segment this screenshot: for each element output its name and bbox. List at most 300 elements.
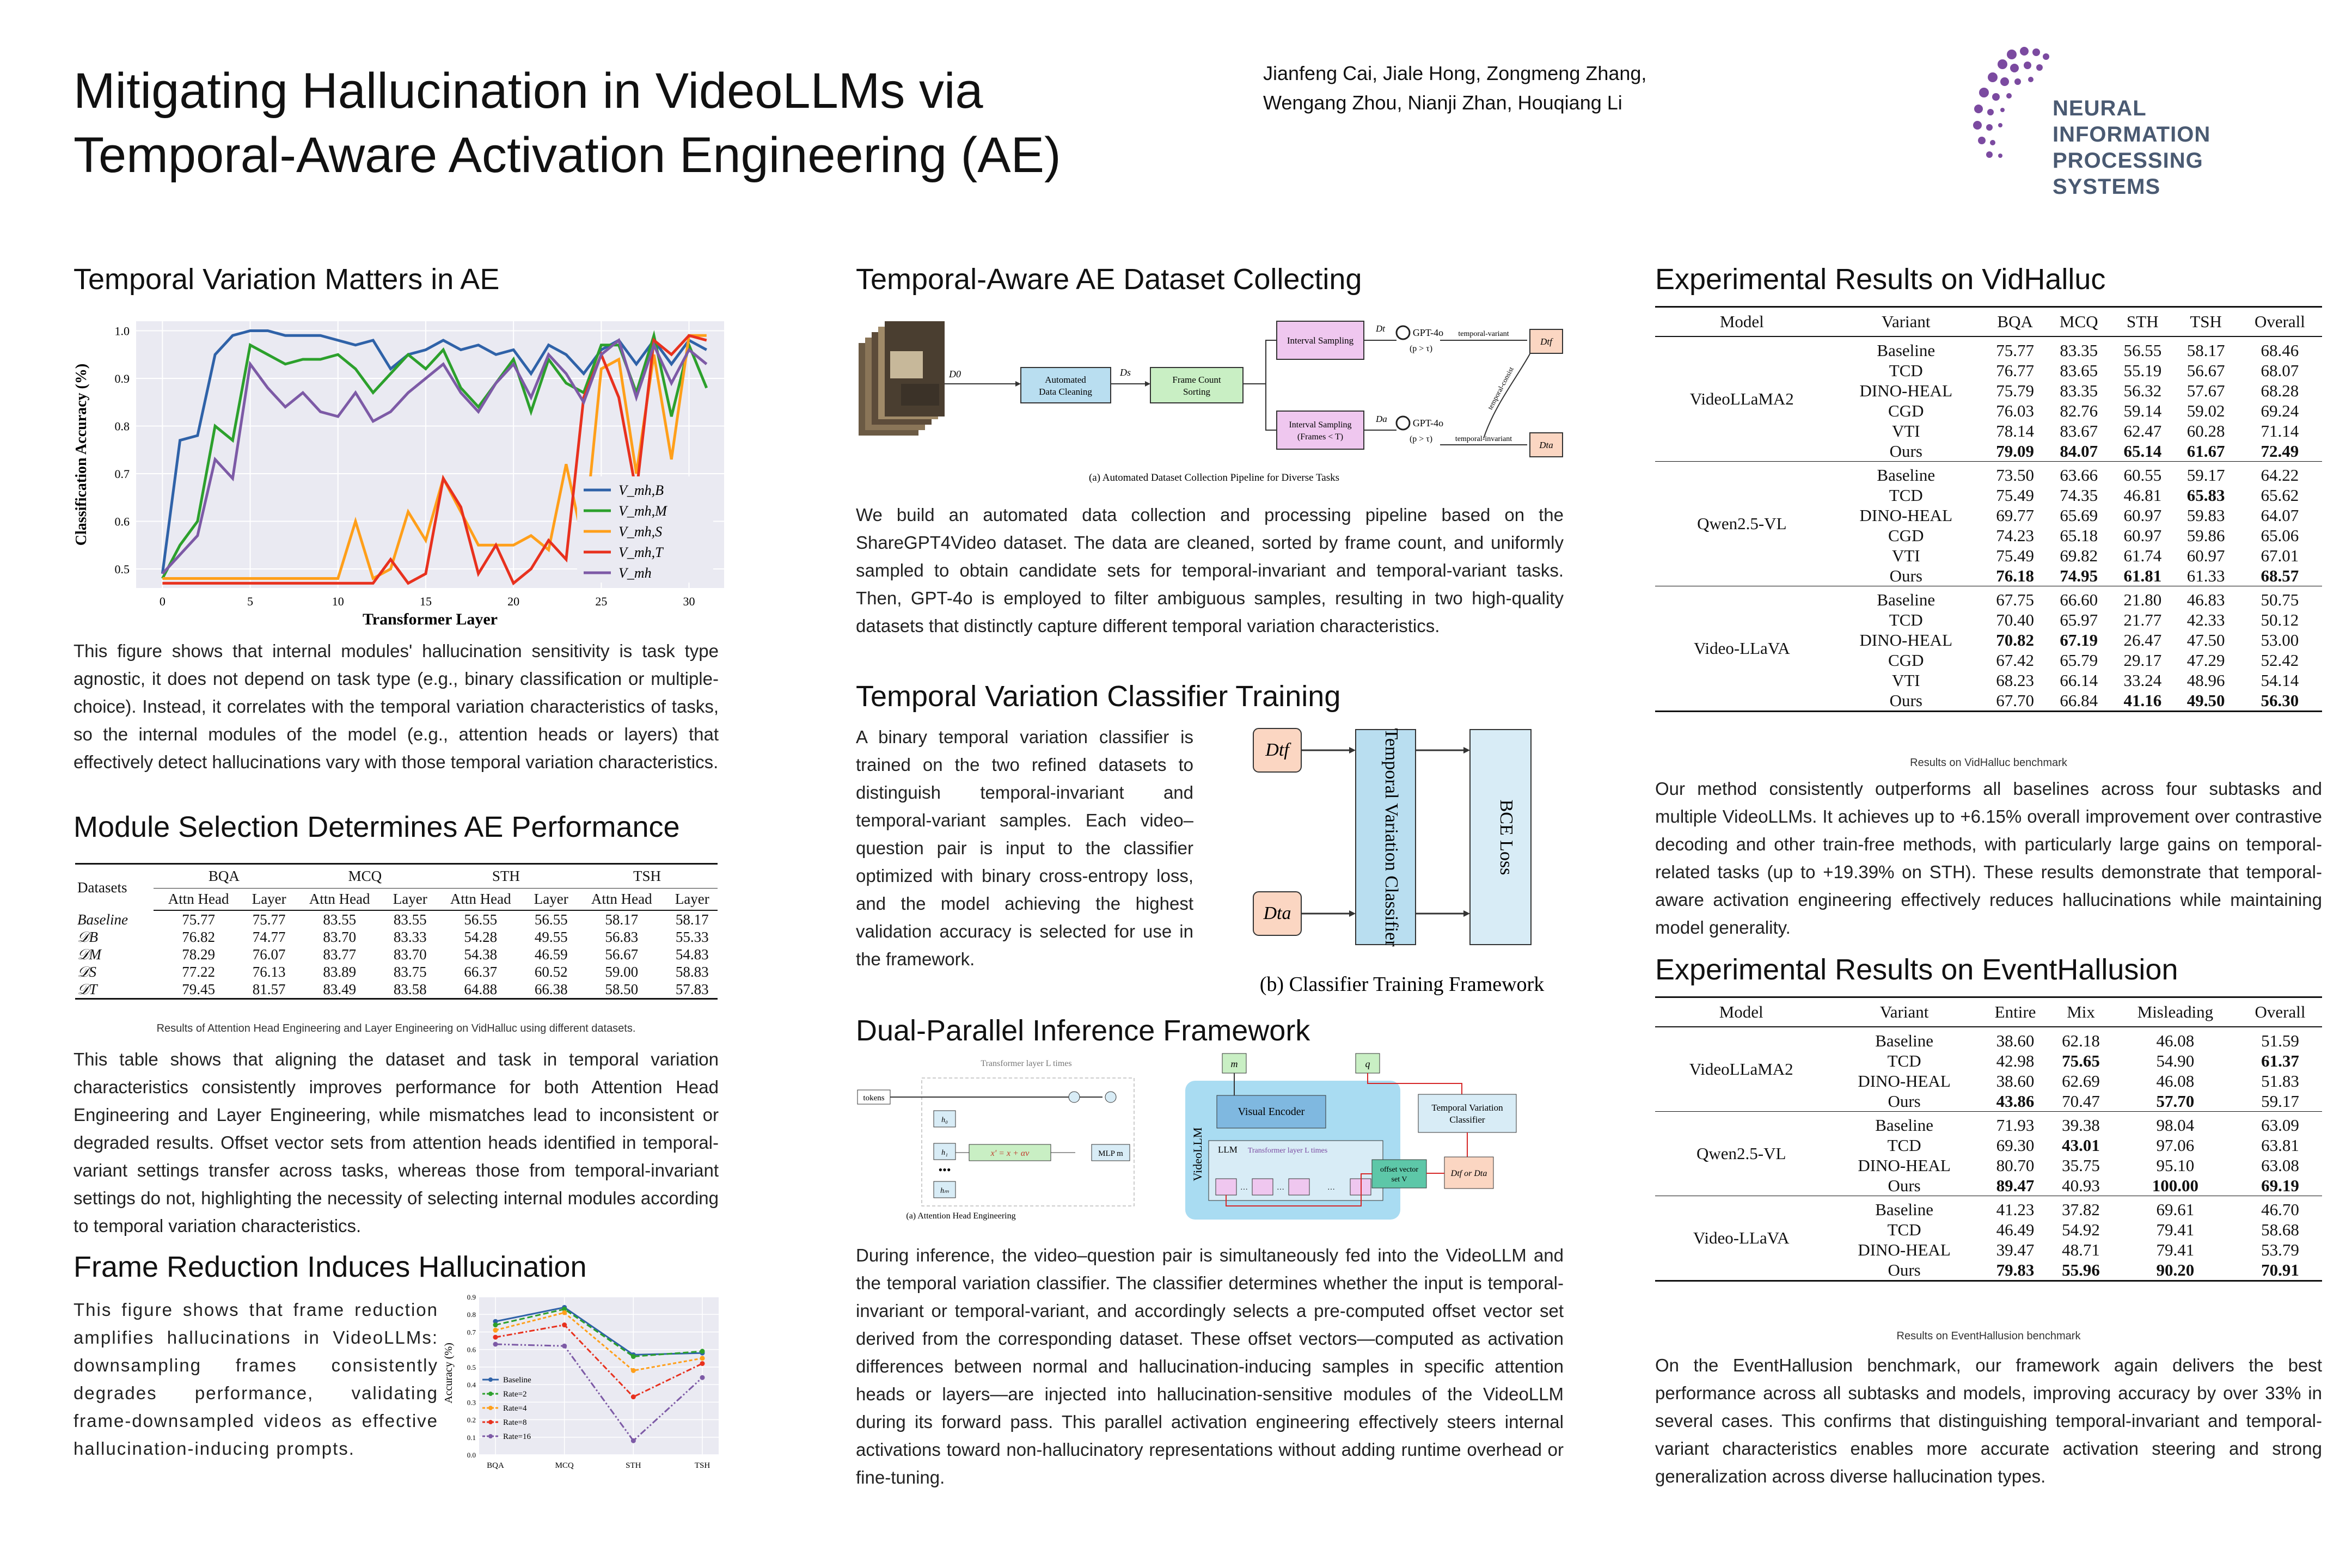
result-value-cell: 75.79 [1996,381,2035,400]
result-value-cell: 65.69 [2060,506,2098,525]
y-tick-label-2: 0.8 [467,1310,476,1319]
variant-cell: Ours [1829,566,1983,586]
gpt-cond-1: (p > τ) [1409,344,1433,353]
result-value-cell: 56.32 [2123,381,2162,400]
column-header: Mix [2049,997,2112,1027]
value-cell: 83.49 [295,981,385,999]
result-value-cell: 69.24 [2261,401,2299,420]
result-value-cell: 69.30 [1996,1136,2035,1155]
result-value-cell: 75.77 [1996,341,2035,360]
value-cell: 83.89 [323,964,357,980]
y-tick-label-2: 0.5 [467,1363,476,1371]
sub-header: Attn Head [295,889,385,911]
y-tick-label: 0.6 [114,514,130,529]
arrow-a-head [1349,910,1356,917]
value-cell: 59.00 [605,964,639,980]
classifier-caption: (b) Classifier Training Framework [1259,973,1545,996]
column-header: Misleading [2112,997,2238,1027]
classifier-training-figure [1230,719,1568,1007]
arrow-head-2 [1145,381,1150,387]
result-value-cell: 54.14 [2261,671,2299,690]
head-h1-label: h₁ [941,1149,948,1157]
result-value-cell: 41.23 [1996,1200,2035,1219]
llm-sub-label: Transformer layer L times [1247,1147,1328,1155]
section8-title: Experimental Results on EventHallusion [1655,953,2178,986]
result-value-cell: 67.70 [1983,690,2047,712]
arrow-f-head [1349,747,1356,754]
variant-cell: DINO-HEAL [1859,506,1953,525]
result-value-cell: 95.10 [2156,1156,2195,1175]
result-value-cell: 56.55 [2123,341,2162,360]
result-value-cell: 35.75 [2062,1156,2100,1175]
variant-cell: TCD [1889,610,1923,629]
category-label: MCQ [555,1461,574,1470]
value-cell: 64.88 [436,981,526,999]
result-value-cell: 59.86 [2186,526,2225,545]
neurips-emblem-icon [1960,38,2053,169]
table-subheader-row [75,889,718,911]
result-value-cell: 46.70 [2261,1200,2299,1219]
section4-text: We build an automated data collection and processing pipeline based on the ShareGPT4Video dataset. The data are cleaned, sorted by frame count, and uniformly sampled to obtain candidate sets for temporal-invariant and temporal-variant tasks. Then, GPT-4o is employed to filter ambiguous samples, resulting in two high-quality datasets that distinctly capture different temporal variation characteristics. [856,505,1564,636]
y-axis-label: Classification Accuracy (%) [73,363,90,546]
value-cell: 79.45 [154,981,244,999]
y-tick-label: 1.0 [114,324,130,338]
sub-header: Layer [244,889,295,911]
arrow-head-1 [1015,381,1021,387]
result-value-cell: 83.67 [2060,421,2098,440]
value-cell: 57.83 [667,981,718,999]
sub-header: Layer [385,889,436,911]
category-label: BQA [487,1461,504,1470]
result-value-cell: 79.41 [2156,1220,2195,1239]
section1-text: This figure shows that internal modules' hallucination sensitivity is task type agnostic, it does not depend on task type (e.g., binary classification or multiple-choice). Instead, it correlates with the temporal variation characteristics of tasks, so the internal modules of the model (e.g., attention heads or layers) that effectively detect hallucinations vary with those temporal variation characteristics. [74,641,719,772]
rate-point [493,1335,498,1340]
legend2-label-0: Baseline [503,1376,531,1385]
interval-sampling-t-box [1277,411,1364,449]
variant-cell: TCD [1887,1136,1921,1155]
result-value-cell: 59.17 [2186,465,2225,485]
variant-cell: VTI [1891,671,1920,690]
variant-cell: CGD [1888,526,1924,545]
result-value-cell: 79.83 [1981,1260,2049,1281]
group-header: MCQ [295,864,436,889]
result-value-cell: 40.93 [2049,1175,2112,1196]
value-cell: 83.77 [323,946,357,963]
result-value-cell: 59.14 [2123,401,2162,420]
result-value-cell: 26.47 [2123,630,2162,650]
result-value-cell: 57.67 [2186,381,2225,400]
arrow-a2-head [1463,910,1470,917]
legend-label-2: V_mh,S [618,524,663,540]
result-value-cell: 46.81 [2123,486,2162,505]
table-row [75,946,718,963]
value-cell: 78.29 [182,946,216,963]
result-value-cell: 46.83 [2186,590,2225,609]
result-value-cell: 62.69 [2062,1071,2100,1091]
section4-title: Temporal-Aware AE Dataset Collecting [856,263,1362,296]
result-value-cell: 67.42 [1996,651,2035,670]
column-header: Model [1655,997,1827,1027]
x-tick-label: 25 [595,595,608,608]
equation-label: x' = x + αv [990,1149,1030,1158]
results-row [1655,1112,2322,1136]
gpt-label-1: GPT-4o [1412,327,1444,338]
result-value-cell: 38.60 [1996,1071,2035,1091]
result-value-cell: 70.91 [2238,1260,2322,1281]
section3-title: Frame Reduction Induces Hallucination [74,1251,587,1283]
m-input-label: m [1230,1058,1238,1069]
add-node-1 [1069,1092,1080,1102]
rate-point [562,1310,567,1315]
y-tick-label-2: 0.6 [467,1345,476,1354]
value-cell: 54.28 [464,929,498,945]
result-value-cell: 55.96 [2049,1260,2112,1281]
results-row [1655,586,2322,610]
value-cell: 46.59 [534,946,568,963]
variant-cell: Ours [1829,690,1983,712]
result-value-cell: 54.92 [2062,1220,2100,1239]
value-cell: 66.38 [526,981,577,999]
result-value-cell: 50.12 [2261,610,2299,629]
result-value-cell: 69.77 [1996,506,2035,525]
result-value-cell: 59.02 [2186,401,2225,420]
result-value-cell: 50.75 [2261,590,2299,609]
result-value-cell: 68.07 [2261,361,2299,380]
result-value-cell: 89.47 [1981,1175,2049,1196]
result-value-cell: 65.83 [2186,486,2225,505]
rate-point [631,1368,636,1373]
y-tick-label-2: 0.0 [467,1451,476,1459]
result-value-cell: 65.62 [2261,486,2299,505]
llm-head-3 [1289,1179,1309,1195]
results-row [1655,1027,2322,1051]
table-row [75,910,718,928]
result-value-cell: 21.77 [2123,610,2162,629]
variant-cell: DINO-HEAL [1858,1240,1951,1259]
rate-point [493,1328,498,1333]
result-value-cell: 38.60 [1996,1031,2035,1050]
datasets-header: Datasets [75,864,154,911]
result-value-cell: 97.06 [2156,1136,2195,1155]
result-value-cell: 60.28 [2186,421,2225,440]
d0-label: D0 [949,369,961,379]
section7-title: Experimental Results on VidHalluc [1655,263,2106,296]
result-value-cell: 60.97 [2123,526,2162,545]
result-value-cell: 80.70 [1996,1156,2035,1175]
model-name-cell: Video-LLaVA [1655,586,1829,712]
result-value-cell: 63.08 [2261,1156,2299,1175]
frame-sorting-label: Frame Count Sorting [1172,375,1221,397]
head-h0-label: h₀ [941,1116,948,1124]
variant-cell: DINO-HEAL [1859,630,1953,650]
column-header: Model [1655,307,1829,337]
result-value-cell: 67.19 [2060,630,2098,650]
variant-cell: TCD [1889,361,1923,380]
table-row [75,963,718,981]
dt-select-label: Dtf or Dta [1450,1169,1487,1178]
result-value-cell: 66.84 [2047,690,2111,712]
value-cell: 83.55 [393,911,427,928]
group-header: BQA [154,864,295,889]
dtf-input-label: Dtf [1265,740,1289,760]
title-line-1: Mitigating Hallucination in VideoLLMs via [74,63,983,119]
mlp-label: MLP m [1098,1149,1123,1158]
value-cell: 56.55 [534,911,568,928]
value-cell: 83.33 [393,929,427,945]
rate-point [700,1349,705,1353]
result-value-cell: 49.50 [2175,690,2238,712]
result-value-cell: 100.00 [2112,1175,2238,1196]
bce-loss-label: BCE Loss [1496,799,1516,875]
table-row [75,981,718,999]
result-value-cell: 61.37 [2261,1051,2299,1070]
rate-point [562,1344,567,1349]
result-value-cell: 79.41 [2156,1240,2195,1259]
author-list [1263,59,1646,118]
column-header: Variant [1827,997,1981,1027]
result-value-cell: 69.82 [2060,546,2098,565]
value-cell: 54.38 [464,946,498,963]
category-label: STH [626,1461,641,1470]
result-value-cell: 84.07 [2047,441,2111,462]
variant-cell: TCD [1887,1220,1921,1239]
head-hm-label: hₘ [940,1187,949,1195]
value-cell: 49.55 [534,929,568,945]
variant-cell: DINO-HEAL [1859,381,1953,400]
result-value-cell: 71.14 [2261,421,2299,440]
result-value-cell: 42.98 [1996,1051,2035,1070]
logo-wordmark [2053,95,2308,200]
sub-header: Attn Head [577,889,667,911]
y-tick-label: 0.9 [114,372,130,385]
offset-label: offset vector set V [1380,1166,1419,1184]
variant-cell: Ours [1827,1175,1981,1196]
x-tick-label: 20 [507,595,520,608]
value-cell: 81.57 [244,981,295,999]
value-cell: 60.52 [534,964,568,980]
column-header: Overall [2238,307,2322,337]
branch-up [1243,340,1277,384]
ds-label: Ds [1120,367,1131,378]
dta-input-label: Dta [1263,903,1291,923]
result-value-cell: 29.17 [2123,651,2162,670]
result-value-cell: 60.55 [2123,465,2162,485]
dataset-name-cell: Baseline [77,911,128,928]
result-value-cell: 68.28 [2261,381,2299,400]
result-value-cell: 63.09 [2261,1116,2299,1135]
model-name-cell: VideoLLaMA2 [1655,336,1829,462]
section6-title: Dual-Parallel Inference Framework [856,1014,1310,1047]
x-tick-label: 0 [159,595,166,608]
module-table-caption: Results of Attention Head Engineering and Layer Engineering on VidHalluc using different datasets. [156,1022,636,1034]
result-value-cell: 46.08 [2156,1031,2195,1050]
eventhallusion-table [1655,996,2322,1282]
y-tick-label-2: 0.4 [467,1381,476,1389]
legend2-label-3: Rate=8 [503,1418,527,1427]
result-value-cell: 70.47 [2049,1091,2112,1112]
column-header: Overall [2238,997,2322,1027]
result-value-cell: 61.81 [2111,566,2174,586]
result-value-cell: 55.19 [2123,361,2162,380]
result-value-cell: 46.49 [1996,1220,2035,1239]
legend2-label-4: Rate=16 [503,1432,531,1441]
result-value-cell: 68.46 [2261,341,2299,360]
variant-cell: DINO-HEAL [1858,1071,1951,1091]
value-cell: 76.82 [182,929,216,945]
variant-cell: Ours [1827,1091,1981,1112]
data-cleaning-label: Automated Data Cleaning [1039,375,1092,397]
y-tick-label-2: 0.1 [467,1433,476,1442]
classifier-label: Temporal Variation Classifier [1381,728,1401,947]
rate-point [631,1394,636,1399]
section5-title: Temporal Variation Classifier Training [856,680,1341,713]
value-cell: 58.83 [675,964,709,980]
visual-encoder-label: Visual Encoder [1238,1106,1305,1118]
variant-cell: CGD [1888,651,1924,670]
q-input-label: q [1365,1058,1370,1069]
eventhallusion-caption: Results on EventHallusion benchmark [1896,1330,2081,1342]
result-value-cell: 83.35 [2060,381,2098,400]
result-value-cell: 33.24 [2123,671,2162,690]
variant-cell: Ours [1829,441,1983,462]
variant-cell: TCD [1889,486,1923,505]
attn-engineering-caption: (a) Attention Head Engineering [906,1211,1016,1221]
result-value-cell: 67.01 [2261,546,2299,565]
rate-point [700,1356,705,1361]
results-row [1655,462,2322,486]
column-header: Variant [1829,307,1983,337]
llm-head-1 [1216,1179,1236,1195]
result-value-cell: 62.18 [2062,1031,2100,1050]
layer-loop-label: Transformer layer L times [981,1059,1072,1068]
y-tick-label: 0.5 [114,562,130,576]
tc-label: temporal-consist [1486,365,1515,411]
table-row [75,928,718,946]
result-value-cell: 79.09 [1983,441,2047,462]
sub-header: Layer [667,889,718,911]
title-line-2: Temporal-Aware Activation Engineering (AE) [74,127,1061,183]
results-header-row [1655,307,2322,337]
rate-point [631,1438,636,1443]
section6-text: During inference, the video–question pair is simultaneously fed into the VideoLLM and the temporal variation classifier. The classifier determines whether the input is temporal-invariant or temporal-variant, and accordingly selects a pre-computed offset vector set derived from the corresponding dataset. These offset vectors—computed as activation differences between normal and hallucination-inducing samples in specific attention heads or layers—are injected into hallucination-sensitive modules of the VideoLLM during its forward pass. This parallel activation engineering effectively steers internal activations toward non-hallucinatory representations without adding runtime overhead or fine-tuning. [856,1245,1564,1487]
interval-sampling-t-label: Interval Sampling (Frames < T) [1289,420,1352,442]
variant-cell: Baseline [1875,1116,1933,1135]
value-cell: 83.55 [323,911,357,928]
result-value-cell: 69.19 [2238,1175,2322,1196]
dta-label: Dta [1539,440,1553,450]
authors-line-2: Wengang Zhou, Nianji Zhan, Houqiang Li [1263,91,1622,114]
module-selection-table [75,863,718,1000]
model-name-cell: Video-LLaVA [1655,1196,1827,1281]
llm-ellipsis-3: … [1327,1184,1335,1192]
result-value-cell: 65.79 [2060,651,2098,670]
result-value-cell: 62.47 [2123,421,2162,440]
result-value-cell: 43.86 [1981,1091,2049,1112]
logo-line-1: NEURAL INFORMATION [2053,96,2211,146]
result-value-cell: 75.65 [2062,1051,2100,1070]
y-tick-label-2: 0.3 [467,1398,476,1407]
results-row [1655,1196,2322,1220]
section2-title: Module Selection Determines AE Performance [74,811,680,843]
result-value-cell: 83.35 [2060,341,2098,360]
value-cell: 83.58 [385,981,436,999]
variant-cell: Baseline [1877,341,1935,360]
gpt-cond-2: (p > τ) [1409,434,1433,444]
section3-text: This figure shows that frame reduction amplifies hallucinations in VideoLLMs: downsampling frames consistently degrades performance, validating frame-downsampled videos as effective hallucination-inducing prompts. [74,1300,438,1459]
table-header-row [75,864,718,889]
result-value-cell: 74.35 [2060,486,2098,505]
result-value-cell: 46.08 [2156,1071,2195,1091]
legend-label-1: V_mh,M [618,503,667,519]
result-value-cell: 66.60 [2060,590,2098,609]
result-value-cell: 56.67 [2186,361,2225,380]
value-cell: 83.70 [323,929,357,945]
videollm-label: VideoLLM [1191,1127,1204,1181]
y-axis-label-2: Accuracy (%) [443,1343,455,1404]
dtf-label: Dtf [1540,336,1552,347]
value-cell: 54.83 [675,946,709,963]
variant-cell: CGD [1888,401,1924,420]
value-cell: 83.70 [393,946,427,963]
result-value-cell: 56.30 [2238,690,2322,712]
legend-label-4: V_mh [618,565,652,581]
data-cleaning-box [1021,367,1111,403]
result-value-cell: 48.96 [2186,671,2225,690]
add-node-2 [1105,1092,1116,1102]
llm-head-2 [1252,1179,1273,1195]
y-tick-label-2: 0.9 [467,1293,476,1301]
variant-cell: TCD [1887,1051,1921,1070]
result-value-cell: 70.82 [1996,630,2035,650]
result-value-cell: 39.47 [1996,1240,2035,1259]
result-value-cell: 53.79 [2261,1240,2299,1259]
value-cell: 76.13 [252,964,286,980]
result-value-cell: 70.40 [1996,610,2035,629]
section5-text: A binary temporal variation classifier is trained on the two refined datasets to distinguish temporal-invariant and temporal-variant samples. Each video–question pair is input to the classifier optimized with binary cross-entropy loss, and the model achieving the highest validation accuracy is selected for use in the framework. [856,727,1193,969]
result-value-cell: 53.00 [2261,630,2299,650]
variant-cell: Ours [1827,1260,1981,1281]
column-header: TSH [2175,307,2238,337]
result-value-cell: 61.74 [2123,546,2162,565]
group-header: STH [436,864,577,889]
legend2-marker [488,1420,493,1424]
frame-reduction-chart [441,1291,724,1487]
result-value-cell: 37.82 [2062,1200,2100,1219]
result-value-cell: 71.93 [1996,1116,2035,1135]
x-tick-label: 15 [419,595,432,608]
x-tick-label: 10 [332,595,344,608]
variant-cell: Baseline [1875,1200,1933,1219]
variant-cell: VTI [1891,421,1920,440]
inference-framework-figure [852,1045,1576,1233]
dataset-pipeline-figure [852,297,1576,490]
result-value-cell: 61.67 [2175,441,2238,462]
value-cell: 75.77 [182,911,216,928]
result-value-cell: 83.65 [2060,361,2098,380]
dataset-name-cell: 𝒟B [77,929,99,945]
legend2-label-1: Rate=2 [503,1390,527,1399]
result-value-cell: 63.66 [2060,465,2098,485]
result-value-cell: 64.22 [2261,465,2299,485]
result-value-cell: 47.29 [2186,651,2225,670]
variant-cell: VTI [1891,546,1920,565]
value-cell: 74.77 [252,929,286,945]
result-value-cell: 59.17 [2238,1091,2322,1112]
interval-sampling-label: Interval Sampling [1287,335,1354,346]
sub-header: Attn Head [436,889,526,911]
dataset-name-cell: 𝒟S [77,964,97,980]
model-name-cell: Qwen2.5-VL [1655,1112,1827,1196]
